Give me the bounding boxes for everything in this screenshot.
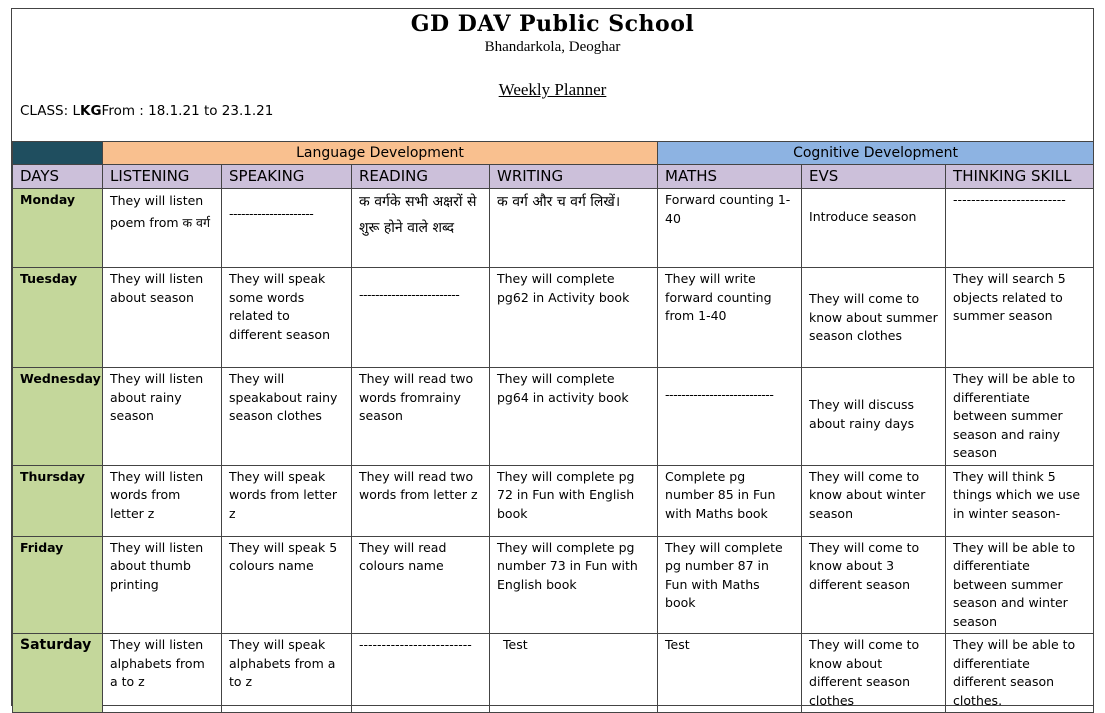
evs-cell: They will come to know about summer season clothes — [802, 268, 946, 368]
table-row — [13, 189, 1094, 268]
thinking-cell: They will be able to differentiate different season clothes. — [946, 634, 1094, 713]
writing-cell: क वर्ग और च वर्ग लिखें। — [490, 189, 658, 268]
col-header-writing: WRITING — [490, 165, 658, 189]
group-spacer — [13, 142, 103, 165]
writing-cell: They will complete pg 72 in Fun with English book — [490, 465, 658, 536]
day-cell: Wednesday — [13, 368, 103, 466]
thinking-cell: They will be able to differentiate between summer season and rainy season — [946, 368, 1094, 466]
col-header-maths: MATHS — [658, 165, 802, 189]
table-row — [13, 368, 1094, 466]
school-name: GD DAV Public School — [410, 11, 695, 37]
class-line — [20, 103, 273, 119]
table-row — [13, 268, 1094, 368]
day-cell: Thursday — [13, 465, 103, 536]
col-header-listening: LISTENING — [103, 165, 222, 189]
col-header-evs: EVS — [802, 165, 946, 189]
speaking-cell: They will speak some words related to different season — [222, 268, 352, 368]
col-header-speaking: SPEAKING — [222, 165, 352, 189]
speaking-cell: They will speak words from letter z — [222, 465, 352, 536]
evs-cell: They will come to know about winter season — [802, 465, 946, 536]
listening-cell: They will listen about rainy season — [103, 368, 222, 466]
group-header-row — [13, 142, 1094, 165]
class-prefix: CLASS: L — [20, 103, 80, 119]
group-cognitive-development: Cognitive Development — [658, 142, 1094, 165]
weekly-planner-table — [12, 141, 1094, 713]
column-header-row — [13, 165, 1094, 189]
thinking-cell: They will be able to differentiate between summer season and winter season — [946, 536, 1094, 634]
school-address: Bhandarkola, Deoghar — [484, 39, 621, 55]
writing-cell: Test — [490, 634, 658, 713]
speaking-cell: --------------------- — [222, 189, 352, 268]
planner-title — [12, 80, 1093, 100]
writing-cell: They will complete pg number 73 in Fun with English book — [490, 536, 658, 634]
day-cell: Saturday — [13, 634, 103, 713]
listening-cell: They will listen words from letter z — [103, 465, 222, 536]
day-cell: Monday — [13, 189, 103, 268]
maths-cell: Forward counting 1-40 — [658, 189, 802, 268]
speaking-cell: They will speak 5 colours name — [222, 536, 352, 634]
reading-cell: ------------------------- — [352, 268, 490, 368]
thinking-cell: They will think 5 things which we use in winter season- — [946, 465, 1094, 536]
col-header-days: DAYS — [13, 165, 103, 189]
thinking-cell: They will search 5 objects related to summer season — [946, 268, 1094, 368]
evs-cell: They will come to know about different season clothes — [802, 634, 946, 713]
maths-cell: They will complete pg number 87 in Fun with Maths book — [658, 536, 802, 634]
planner-title-text: Weekly Planner — [498, 80, 607, 99]
listening-cell: They will listen alphabets from a to z — [103, 634, 222, 713]
evs-cell: They will discuss about rainy days — [802, 368, 946, 466]
table-row — [13, 465, 1094, 536]
reading-cell: ------------------------- — [352, 634, 490, 713]
col-header-reading: READING — [352, 165, 490, 189]
speaking-cell: They will speak alphabets from a to z — [222, 634, 352, 713]
writing-cell: They will complete pg64 in activity book — [490, 368, 658, 466]
maths-cell: Complete pg number 85 in Fun with Maths book — [658, 465, 802, 536]
reading-cell: They will read colours name — [352, 536, 490, 634]
evs-cell: Introduce season — [802, 189, 946, 268]
evs-cell: They will come to know about 3 different season — [802, 536, 946, 634]
listening-cell: They will listen poem from क वर्ग — [103, 189, 222, 268]
col-header-thinking-skill: THINKING SKILL — [946, 165, 1094, 189]
class-name: KG — [80, 103, 102, 119]
date-range: From : 18.1.21 to 23.1.21 — [101, 103, 274, 119]
group-language-development: Language Development — [103, 142, 658, 165]
listening-cell: They will listen about season — [103, 268, 222, 368]
listening-cell: They will listen about thumb printing — [103, 536, 222, 634]
day-cell: Tuesday — [13, 268, 103, 368]
writing-cell: They will complete pg62 in Activity book — [490, 268, 658, 368]
planner-page — [11, 8, 1094, 706]
reading-cell: क वर्गके सभी अक्षरों से शुरू होने वाले शब्द — [352, 189, 490, 268]
reading-cell: They will read two words from letter z — [352, 465, 490, 536]
speaking-cell: They will speakabout rainy season clothes — [222, 368, 352, 466]
maths-cell: Test — [658, 634, 802, 713]
table-row — [13, 634, 1094, 713]
day-cell: Friday — [13, 536, 103, 634]
table-row — [13, 536, 1094, 634]
maths-cell: --------------------------- — [658, 368, 802, 466]
maths-cell: They will write forward counting from 1-40 — [658, 268, 802, 368]
thinking-cell: ------------------------- — [946, 189, 1094, 268]
reading-cell: They will read two words fromrainy season — [352, 368, 490, 466]
